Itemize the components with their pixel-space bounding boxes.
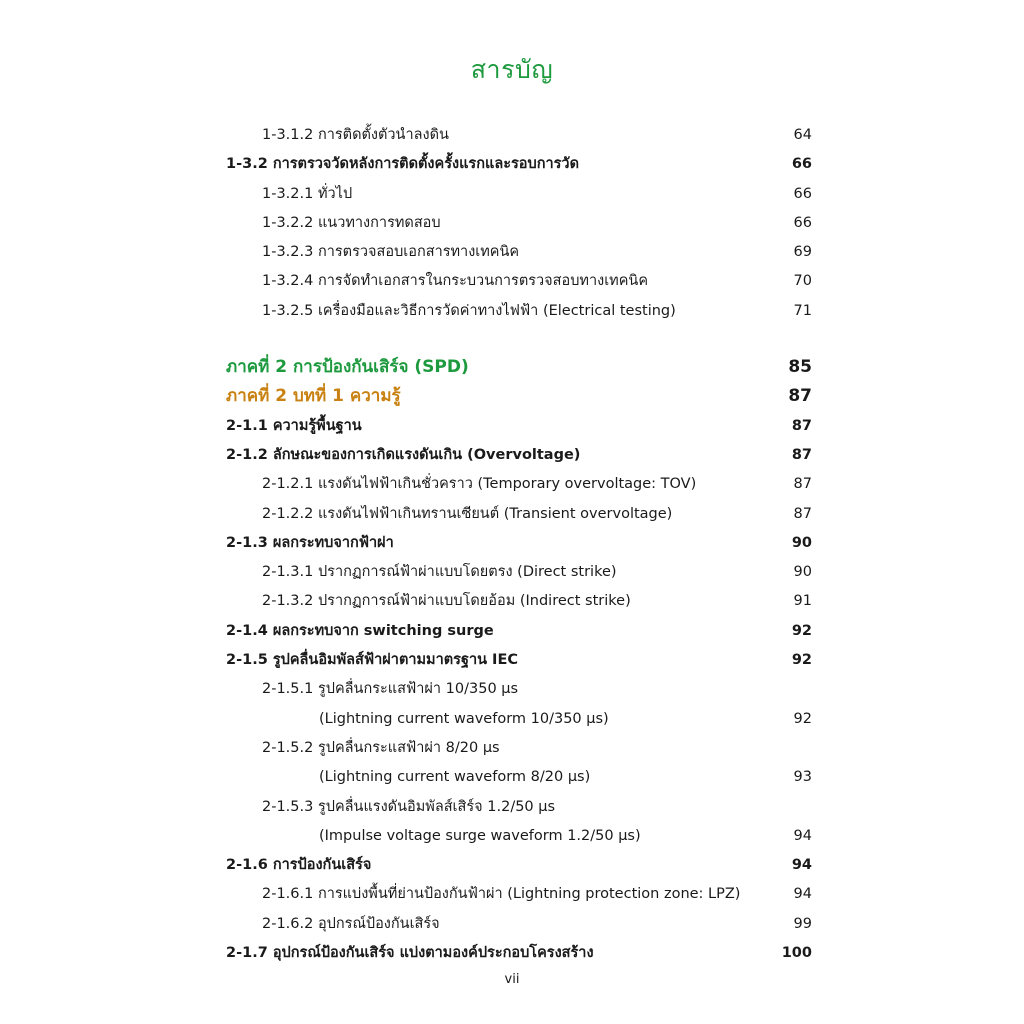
toc-entry-page: 100 [781,945,812,962]
toc-entry-text: 2-1.3.2 ปรากฏการณ์ฟ้าผ่าแบบโดยอ้อม (Indirect strike) [262,593,631,610]
toc-entry[interactable] [226,121,812,150]
toc-entry-text: 2-1.5.3 รูปคลื่นแรงดันอิมพัลส์เสิร์จ 1.2/50 µs [262,798,556,815]
toc-entry[interactable] [226,617,812,646]
toc-entry-text: 1-3.2.1 ทั่วไป [262,185,353,202]
toc-entry[interactable] [226,558,812,587]
toc-entry-page: 71 [793,302,812,319]
toc-entry-text: 1-3.1.2 การติดตั้งตัวนำลงดิน [262,127,449,143]
toc-entry-text: 1-3.2.5 เครื่องมือและวิธีการวัดค่าทางไฟฟ้า (Electrical testing) [262,302,676,319]
toc-entry-page: 92 [791,622,812,639]
toc-entry-page: 87 [791,446,812,463]
toc-entry[interactable] [226,910,812,939]
toc-entry[interactable] [226,267,812,296]
toc-part-heading[interactable] [226,353,812,382]
toc-entry-page: 87 [793,505,812,522]
page-title: สารบัญ [470,55,554,84]
toc-entry-text: 2-1.2 ลักษณะของการเกิดแรงดันเกิน (Overvoltage) [226,446,581,463]
toc-entry-page: 87 [791,417,812,434]
toc-entry[interactable] [226,180,812,209]
toc-entry-text: 2-1.3.1 ปรากฏการณ์ฟ้าผ่าแบบโดยตรง (Direct strike) [262,564,617,581]
toc-entry[interactable] [226,939,812,968]
toc-entry-text: ภาคที่ 2 บทที่ 1 ความรู้ [226,386,401,407]
toc-entry-text: 2-1.6.2 อุปกรณ์ป้องกันเสิร์จ [262,915,440,932]
toc-entry-text: 2-1.6.1 การแบ่งพื้นที่ย่านป้องกันฟ้าผ่า (Lightning protection zone: LPZ) [262,886,741,903]
toc-entry[interactable] [226,793,812,822]
toc-entry-text: (Lightning current waveform 10/350 µs) [319,710,609,727]
toc-entry-page: 90 [791,534,812,551]
toc-entry-text: 2-1.6 การป้องกันเสิร์จ [226,857,372,874]
toc-entry-text: 2-1.7 อุปกรณ์ป้องกันเสิร์จ แบ่งตามองค์ประกอบโครงสร้าง [226,945,594,962]
toc-entry-text: (Lightning current waveform 8/20 µs) [319,769,591,786]
toc-entry-page: 94 [793,827,812,844]
toc-entry[interactable] [226,675,812,704]
toc-entry-page: 99 [793,915,812,932]
toc-entry-text: 2-1.1 ความรู้พื้นฐาน [226,417,362,434]
toc-entry-page: 70 [793,273,812,290]
toc-entry-continuation[interactable] [226,705,812,734]
toc-entry-text: ภาคที่ 2 การป้องกันเสิร์จ (SPD) [226,357,469,378]
toc-entry-page: 94 [791,857,812,874]
toc-entry-text: 1-3.2 การตรวจวัดหลังการติดตั้งครั้งแรกและรอบการวัด [226,156,579,173]
toc-entry-text: 2-1.2.1 แรงดันไฟฟ้าเกินชั่วคราว (Temporary overvoltage: TOV) [262,476,697,493]
toc-entry-text: 1-3.2.2 แนวทางการทดสอบ [262,214,441,231]
toc-entry[interactable] [226,851,812,880]
toc-entry[interactable] [226,150,812,179]
toc-entry[interactable] [226,470,812,499]
toc-entry-page: 69 [793,244,812,261]
toc-entry-text: 2-1.3 ผลกระทบจากฟ้าผ่า [226,534,394,551]
toc-entry[interactable] [226,297,812,326]
toc-entry[interactable] [226,880,812,909]
toc-entry-page: 94 [793,886,812,903]
toc-entry-continuation[interactable] [226,763,812,792]
toc-entry-page: 93 [793,769,812,786]
toc-entry-page: 92 [791,652,812,669]
toc-entry-page: 87 [793,476,812,493]
page-number: vii [504,972,520,987]
toc-entry-text: 1-3.2.3 การตรวจสอบเอกสารทางเทคนิค [262,244,520,261]
toc-entry-page: 87 [788,386,812,407]
toc-entry[interactable] [226,238,812,267]
toc-entry[interactable] [226,412,812,441]
toc-entry[interactable] [226,441,812,470]
toc-entry[interactable] [226,529,812,558]
toc-entry-text: (Impulse voltage surge waveform 1.2/50 µs) [319,827,641,844]
toc-entry-page: 66 [791,156,812,173]
toc-entry[interactable] [226,587,812,616]
toc-entry-text: 2-1.4 ผลกระทบจาก switching surge [226,622,494,639]
toc-entry-continuation[interactable] [226,822,812,851]
toc-entry-text: 2-1.2.2 แรงดันไฟฟ้าเกินทรานเซียนต์ (Transient overvoltage) [262,505,673,522]
toc-entry-page: 64 [793,127,812,143]
toc-entry-page: 91 [793,593,812,610]
toc-entry[interactable] [226,209,812,238]
toc-entry[interactable] [226,500,812,529]
toc-entry-page: 66 [793,214,812,231]
toc-entry-text: 2-1.5.1 รูปคลื่นกระแสฟ้าผ่า 10/350 µs [262,681,519,698]
toc-entry-text: 2-1.5.2 รูปคลื่นกระแสฟ้าผ่า 8/20 µs [262,739,500,756]
toc-entry[interactable] [226,734,812,763]
toc-entry-text: 2-1.5 รูปคลื่นอิมพัลส์ฟ้าผ่าตามมาตรฐาน IEC [226,652,519,669]
toc-chapter-heading[interactable] [226,382,812,411]
toc-entry-text: 1-3.2.4 การจัดทำเอกสารในกระบวนการตรวจสอบทางเทคนิค [262,273,649,290]
toc-entry-page: 90 [793,564,812,581]
toc-entry-page: 92 [793,710,812,727]
toc-entry-page: 66 [793,185,812,202]
toc-entry-page: 85 [788,357,812,378]
table-of-contents [226,121,812,968]
toc-entry[interactable] [226,646,812,675]
